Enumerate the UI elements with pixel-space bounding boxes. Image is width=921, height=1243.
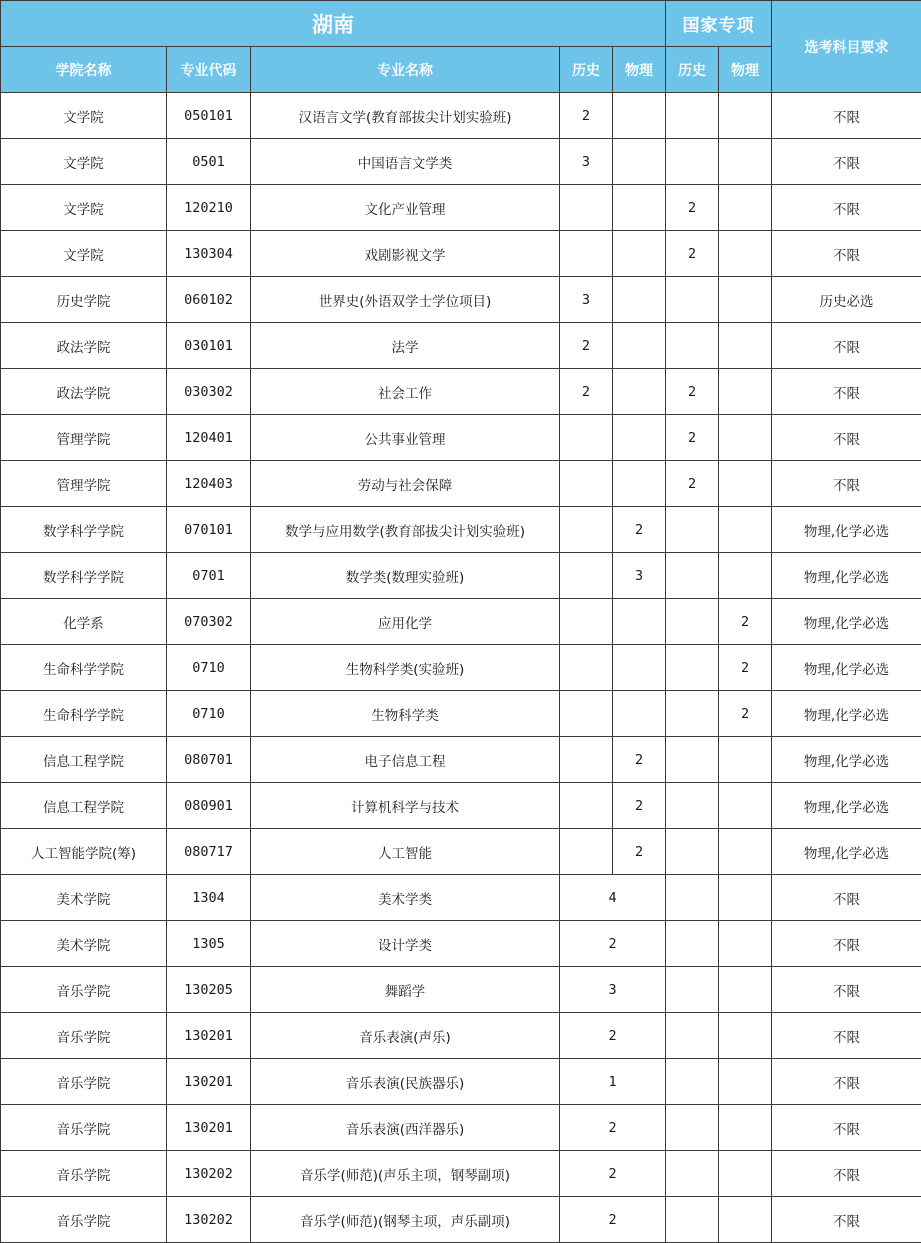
major-code-cell: 130202 [167,1151,251,1197]
major-code-cell: 130202 [167,1197,251,1243]
major-code-cell: 0710 [167,691,251,737]
special-history-column-header: 历史 [666,47,719,93]
history-quota-cell [560,829,613,875]
major-name-cell: 音乐表演(民族器乐) [251,1059,560,1105]
major-name-cell: 汉语言文学(教育部拔尖计划实验班) [251,93,560,139]
special-physics-quota-cell [719,783,772,829]
special-physics-quota-cell [719,461,772,507]
history-quota-cell: 3 [560,277,613,323]
college-cell: 信息工程学院 [1,737,167,783]
history-quota-cell [560,231,613,277]
major-code-cell: 130201 [167,1013,251,1059]
special-physics-quota-cell [719,1151,772,1197]
major-name-cell: 舞蹈学 [251,967,560,1013]
major-code-cell: 120210 [167,185,251,231]
special-history-quota-cell [666,139,719,185]
major-name-cell: 生物科学类(实验班) [251,645,560,691]
table-row [1,645,921,691]
major-code-cell: 080901 [167,783,251,829]
college-cell: 化学系 [1,599,167,645]
history-quota-cell: 2 [560,93,613,139]
physics-quota-cell: 2 [613,783,666,829]
subject-requirement-cell: 物理,化学必选 [772,783,921,829]
subject-requirement-cell: 不限 [772,967,921,1013]
special-history-quota-cell [666,921,719,967]
special-physics-quota-cell [719,1013,772,1059]
major-column-header: 专业名称 [251,47,560,93]
special-history-quota-cell: 2 [666,231,719,277]
college-cell: 音乐学院 [1,1105,167,1151]
table-body [1,93,921,1243]
special-physics-column-header: 物理 [719,47,772,93]
major-name-cell: 电子信息工程 [251,737,560,783]
major-name-cell: 人工智能 [251,829,560,875]
major-name-cell: 世界史(外语双学士学位项目) [251,277,560,323]
physics-quota-cell [613,645,666,691]
subject-requirement-cell: 不限 [772,1013,921,1059]
major-name-cell: 戏剧影视文学 [251,231,560,277]
special-history-quota-cell [666,1059,719,1105]
major-code-cell: 120403 [167,461,251,507]
major-code-cell: 1305 [167,921,251,967]
physics-quota-cell [613,277,666,323]
header-row-top [1,1,921,47]
table-row [1,277,921,323]
physics-quota-cell [613,415,666,461]
special-physics-quota-cell [719,415,772,461]
college-cell: 音乐学院 [1,1151,167,1197]
subject-requirement-cell: 不限 [772,369,921,415]
major-code-cell: 070302 [167,599,251,645]
major-code-cell: 0501 [167,139,251,185]
history-quota-cell [560,415,613,461]
subject-requirement-cell: 物理,化学必选 [772,507,921,553]
table-row [1,323,921,369]
table-row [1,737,921,783]
major-code-cell: 030101 [167,323,251,369]
history-quota-cell: 3 [560,139,613,185]
physics-quota-cell [613,323,666,369]
special-physics-quota-cell [719,139,772,185]
special-physics-quota-cell [719,1105,772,1151]
major-code-cell: 1304 [167,875,251,921]
college-cell: 音乐学院 [1,1013,167,1059]
special-history-quota-cell [666,829,719,875]
history-quota-cell [560,599,613,645]
major-name-cell: 公共事业管理 [251,415,560,461]
combined-quota-cell: 2 [560,1105,666,1151]
history-quota-cell [560,553,613,599]
major-name-cell: 劳动与社会保障 [251,461,560,507]
table-row [1,93,921,139]
history-quota-cell [560,737,613,783]
special-history-quota-cell [666,1105,719,1151]
special-physics-quota-cell: 2 [719,645,772,691]
special-physics-quota-cell: 2 [719,599,772,645]
major-name-cell: 计算机科学与技术 [251,783,560,829]
college-cell: 历史学院 [1,277,167,323]
special-physics-quota-cell: 2 [719,691,772,737]
major-name-cell: 设计学类 [251,921,560,967]
special-physics-quota-cell [719,323,772,369]
table-row [1,599,921,645]
history-quota-cell [560,691,613,737]
special-physics-quota-cell [719,967,772,1013]
subject-requirement-cell: 历史必选 [772,277,921,323]
special-history-quota-cell [666,507,719,553]
table-row [1,185,921,231]
special-history-quota-cell: 2 [666,369,719,415]
combined-quota-cell: 2 [560,921,666,967]
college-column-header: 学院名称 [1,47,167,93]
special-physics-quota-cell [719,1197,772,1243]
table-row [1,829,921,875]
code-column-header: 专业代码 [167,47,251,93]
college-cell: 美术学院 [1,875,167,921]
major-name-cell: 生物科学类 [251,691,560,737]
combined-quota-cell: 2 [560,1197,666,1243]
subject-requirement-cell: 不限 [772,415,921,461]
college-cell: 音乐学院 [1,1059,167,1105]
major-code-cell: 050101 [167,93,251,139]
major-code-cell: 070101 [167,507,251,553]
special-physics-quota-cell [719,737,772,783]
major-name-cell: 社会工作 [251,369,560,415]
history-quota-cell: 2 [560,369,613,415]
subject-requirement-cell: 不限 [772,139,921,185]
table-row [1,875,921,921]
major-name-cell: 中国语言文学类 [251,139,560,185]
subject-requirement-cell: 不限 [772,921,921,967]
subject-requirement-cell: 物理,化学必选 [772,691,921,737]
table-row [1,139,921,185]
subject-requirement-cell: 物理,化学必选 [772,645,921,691]
special-physics-quota-cell [719,875,772,921]
physics-quota-cell [613,139,666,185]
major-code-cell: 130304 [167,231,251,277]
major-name-cell: 文化产业管理 [251,185,560,231]
history-quota-cell [560,507,613,553]
special-history-quota-cell [666,93,719,139]
subject-requirement-cell: 不限 [772,93,921,139]
physics-quota-cell [613,599,666,645]
subject-requirement-cell: 物理,化学必选 [772,599,921,645]
special-history-quota-cell [666,1197,719,1243]
subject-requirement-cell: 不限 [772,185,921,231]
physics-quota-cell [613,461,666,507]
college-cell: 数学科学学院 [1,507,167,553]
special-physics-quota-cell [719,829,772,875]
table-row [1,415,921,461]
table-row [1,553,921,599]
special-history-quota-cell [666,645,719,691]
subject-requirement-cell: 物理,化学必选 [772,829,921,875]
special-physics-quota-cell [719,507,772,553]
physics-quota-cell [613,369,666,415]
special-physics-quota-cell [719,921,772,967]
table-row [1,1013,921,1059]
major-name-cell: 音乐学(师范)(声乐主项，钢琴副项) [251,1151,560,1197]
table-row [1,507,921,553]
table-header [1,1,921,93]
college-cell: 生命科学学院 [1,691,167,737]
table-row [1,921,921,967]
table-row [1,461,921,507]
major-name-cell: 美术学类 [251,875,560,921]
special-physics-quota-cell [719,93,772,139]
special-history-quota-cell [666,599,719,645]
special-history-quota-cell [666,737,719,783]
subject-requirement-cell: 不限 [772,1105,921,1151]
major-code-cell: 0701 [167,553,251,599]
college-cell: 文学院 [1,139,167,185]
table-row [1,967,921,1013]
special-physics-quota-cell [719,277,772,323]
physics-quota-cell [613,231,666,277]
college-cell: 管理学院 [1,461,167,507]
physics-quota-cell: 2 [613,829,666,875]
major-code-cell: 130201 [167,1059,251,1105]
college-cell: 数学科学学院 [1,553,167,599]
table-row [1,783,921,829]
college-cell: 文学院 [1,231,167,277]
combined-quota-cell: 4 [560,875,666,921]
history-quota-cell [560,783,613,829]
major-code-cell: 130205 [167,967,251,1013]
special-physics-quota-cell [719,369,772,415]
combined-quota-cell: 1 [560,1059,666,1105]
subject-requirement-cell: 物理,化学必选 [772,553,921,599]
history-quota-cell: 2 [560,323,613,369]
subject-requirement-cell: 物理,化学必选 [772,737,921,783]
major-name-cell: 音乐表演(西洋器乐) [251,1105,560,1151]
college-cell: 文学院 [1,93,167,139]
special-history-quota-cell: 2 [666,415,719,461]
major-code-cell: 130201 [167,1105,251,1151]
major-name-cell: 应用化学 [251,599,560,645]
table-row [1,369,921,415]
college-cell: 政法学院 [1,323,167,369]
major-code-cell: 0710 [167,645,251,691]
special-history-quota-cell [666,691,719,737]
college-cell: 音乐学院 [1,1197,167,1243]
special-history-quota-cell [666,875,719,921]
physics-quota-cell [613,691,666,737]
subject-requirement-cell: 不限 [772,875,921,921]
subject-requirement-cell: 不限 [772,231,921,277]
college-cell: 生命科学学院 [1,645,167,691]
physics-quota-cell: 3 [613,553,666,599]
major-code-cell: 120401 [167,415,251,461]
combined-quota-cell: 2 [560,1151,666,1197]
physics-quota-cell: 2 [613,737,666,783]
subject-requirement-cell: 不限 [772,461,921,507]
special-history-quota-cell [666,277,719,323]
college-cell: 美术学院 [1,921,167,967]
special-physics-quota-cell [719,185,772,231]
major-code-cell: 080701 [167,737,251,783]
college-cell: 政法学院 [1,369,167,415]
special-history-quota-cell [666,323,719,369]
major-name-cell: 音乐学(师范)(钢琴主项，声乐副项) [251,1197,560,1243]
special-program-title: 国家专项 [666,1,772,47]
physics-column-header: 物理 [613,47,666,93]
major-name-cell: 数学与应用数学(教育部拔尖计划实验班) [251,507,560,553]
province-title: 湖南 [1,1,666,47]
history-quota-cell [560,461,613,507]
college-cell: 文学院 [1,185,167,231]
special-physics-quota-cell [719,1059,772,1105]
subject-requirement-cell: 不限 [772,1151,921,1197]
special-history-quota-cell: 2 [666,461,719,507]
table-row [1,1151,921,1197]
special-history-quota-cell [666,967,719,1013]
table-row [1,231,921,277]
history-quota-cell [560,185,613,231]
history-quota-cell [560,645,613,691]
major-code-cell: 030302 [167,369,251,415]
table-row [1,1105,921,1151]
special-history-quota-cell [666,1151,719,1197]
combined-quota-cell: 3 [560,967,666,1013]
major-name-cell: 法学 [251,323,560,369]
subject-requirement-header: 选考科目要求 [772,1,921,93]
major-name-cell: 音乐表演(声乐) [251,1013,560,1059]
combined-quota-cell: 2 [560,1013,666,1059]
table-row [1,1059,921,1105]
history-column-header: 历史 [560,47,613,93]
subject-requirement-cell: 不限 [772,1197,921,1243]
subject-requirement-cell: 不限 [772,323,921,369]
physics-quota-cell [613,185,666,231]
special-physics-quota-cell [719,553,772,599]
special-history-quota-cell [666,553,719,599]
special-physics-quota-cell [719,231,772,277]
physics-quota-cell: 2 [613,507,666,553]
major-code-cell: 080717 [167,829,251,875]
college-cell: 管理学院 [1,415,167,461]
subject-requirement-cell: 不限 [772,1059,921,1105]
college-cell: 信息工程学院 [1,783,167,829]
table-row [1,691,921,737]
special-history-quota-cell [666,783,719,829]
college-cell: 人工智能学院(筹) [1,829,167,875]
college-cell: 音乐学院 [1,967,167,1013]
physics-quota-cell [613,93,666,139]
major-name-cell: 数学类(数理实验班) [251,553,560,599]
special-history-quota-cell: 2 [666,185,719,231]
major-code-cell: 060102 [167,277,251,323]
special-history-quota-cell [666,1013,719,1059]
table-row [1,1197,921,1243]
